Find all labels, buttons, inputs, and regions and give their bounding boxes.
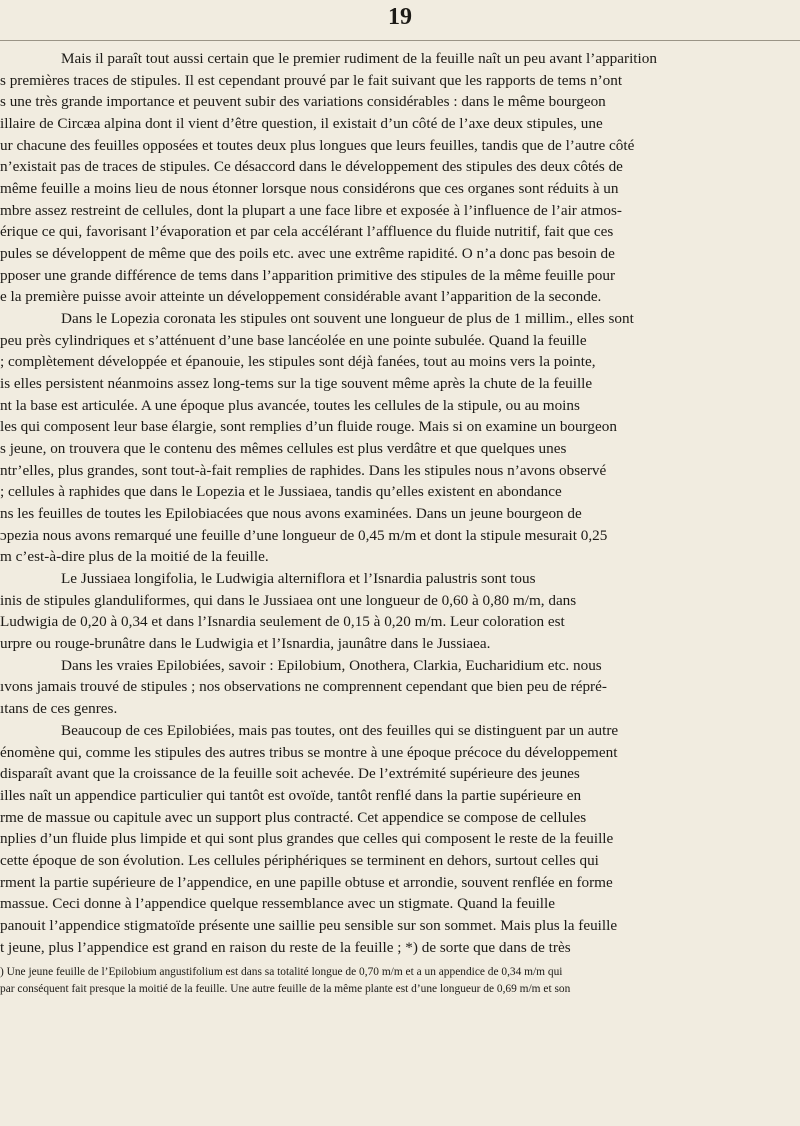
text-line: m c’est-à-dire plus de la moitié de la feuille. — [0, 548, 269, 566]
text-line: mbre assez restreint de cellules, dont la plupart a une face libre et exposée à l’influence de l’air atmos- — [0, 201, 622, 219]
text-line: s jeune, on trouvera que le contenu des mêmes cellules est plus verdâtre et que quelques unes — [0, 440, 567, 458]
page-number: 19 — [388, 4, 412, 30]
text-line: illes naît un appendice particulier qui tantôt est ovoïde, tantôt renflé dans la partie supérieure en — [0, 786, 582, 804]
text-line: panouit l’appendice stigmatoïde présente une saillie peu sensible sur son sommet. Mais plus la feuille — [0, 916, 618, 934]
text-line: ur chacune des feuilles opposées et toutes deux plus longues que leurs feuilles, tandis que de l’autre côté — [0, 136, 635, 154]
text-line: cette époque de son évolution. Les cellules périphériques se terminent en dehors, surtout celles qui — [0, 851, 599, 869]
text-line: peu près cylindriques et s’atténuent d’une base lancéolée en une pointe subulée. Quand la feuille — [0, 331, 587, 349]
text-line: ; complètement développée et épanouie, les stipules sont déjà fanées, tout au moins vers la pointe, — [0, 353, 596, 371]
text-line: disparaît avant que la croissance de la feuille soit achevée. De l’extrémité supérieure des jeunes — [0, 765, 580, 783]
text-line: urpre ou rouge-brunâtre dans le Ludwigia et l’Isnardia, jaunâtre dans le Jussiaea. — [0, 635, 491, 653]
text-line: s premières traces de stipules. Il est cependant prouvé par le fait suivant que les rapports de tems n’ont — [0, 71, 623, 89]
header-rule — [0, 40, 800, 41]
text-line: ıvons jamais trouvé de stipules ; nos observations ne comprennent cependant que bien peu de répré- — [0, 678, 607, 696]
text-line: ɔpezia nous avons remarqué une feuille d’une longueur de 0,45 m/m et dont la stipule mesurait 0,25 — [0, 526, 608, 544]
text-line: e la première puisse avoir atteinte un développement considérable avant l’apparition de la seconde. — [0, 288, 602, 306]
text-line: ns les feuilles de toutes les Epilobiacées que nous avons examinées. Dans un jeune bourgeon de — [0, 505, 582, 523]
text-line: ; cellules à raphides que dans le Lopezia et le Jussiaea, tandis qu’elles existent en abondance — [0, 483, 562, 501]
text-line: inis de stipules glanduliformes, qui dans le Jussiaea ont une longueur de 0,60 à 0,80 m/m, dans — [0, 591, 577, 609]
text-line: t jeune, plus l’appendice est grand en raison du reste de la feuille ; *) de sorte que dans de très — [0, 938, 571, 956]
text-line: nt la base est articulée. A une époque plus avancée, toutes les cellules de la stipule, ou au moins — [0, 396, 580, 414]
text-line: rment la partie supérieure de l’appendice, en une papille obtuse et arrondie, souvent renflée en forme — [0, 873, 613, 891]
text-line: illaire de Circæa alpina dont il vient d’être question, il existait d’un côté de l’axe deux stipules, une — [0, 115, 603, 133]
text-line: s une très grande importance et peuvent subir des variations considérables : dans le même bourgeon — [0, 93, 606, 111]
footnote-line: par conséquent fait presque la moitié de la feuille. Une autre feuille de la même plante est d’une longueur de 0,69 m/m et son — [0, 983, 571, 996]
text-line: même feuille a moins lieu de nous étonner lorsque nous considérons que ces organes sont réduits à un — [0, 180, 619, 198]
text-line: n’existait pas de traces de stipules. Ce désaccord dans le développement des stipules des deux côtés de — [0, 158, 623, 176]
text-line: Le Jussiaea longifolia, le Ludwigia alterniflora et l’Isnardia palustris sont tous — [61, 570, 536, 588]
text-line: is elles persistent néanmoins assez long-tems sur la tige souvent même après la chute de la feuille — [0, 375, 593, 393]
text-line: érique ce qui, favorisant l’évaporation et par cela accélérant l’affluence du fluide nutritif, fait que ces — [0, 223, 614, 241]
text-line: Dans le Lopezia coronata les stipules ont souvent une longueur de plus de 1 millim., elles sont — [61, 310, 634, 328]
text-line: énomène qui, comme les stipules des autres tribus se montre à une époque précoce du développement — [0, 743, 618, 761]
footnote-line: ) Une jeune feuille de l’Epilobium angustifolium est dans sa totalité longue de 0,70 m/m et a un appendice de 0,34 m/m qui — [0, 966, 563, 979]
text-line: Ludwigia de 0,20 à 0,34 et dans l’Isnardia seulement de 0,15 à 0,20 m/m. Leur coloration est — [0, 613, 565, 631]
text-line: Beaucoup de ces Epilobiées, mais pas toutes, ont des feuilles qui se distinguent par un autre — [61, 721, 619, 739]
text-line: ıtans de ces genres. — [0, 700, 118, 718]
text-line: les qui composent leur base élargie, sont remplies d’un fluide rouge. Mais si on examine un bourgeon — [0, 418, 617, 436]
text-line: Dans les vraies Epilobiées, savoir : Epilobium, Onothera, Clarkia, Eucharidium etc. nous — [61, 656, 602, 674]
text-line: pules se développent de même que des poils etc. avec une extrême rapidité. O n’a donc pas besoin de — [0, 245, 615, 263]
text-line: Mais il paraît tout aussi certain que le premier rudiment de la feuille naît un peu avant l’apparition — [61, 50, 657, 67]
text-line: nplies d’un fluide plus limpide et qui sont plus grandes que celles qui composent le reste de la feuille — [0, 830, 614, 848]
text-line: massue. Ceci donne à l’appendice quelque ressemblance avec un stigmate. Quand la feuille — [0, 895, 555, 913]
body-text — [0, 48, 796, 1118]
text-line: rme de massue ou capitule avec un support plus contracté. Cet appendice se compose de cellules — [0, 808, 587, 826]
text-line: pposer une grande différence de tems dans l’apparition primitive des stipules de la même feuille pour — [0, 266, 616, 284]
text-line: ntr’elles, plus grandes, sont tout-à-fait remplies de raphides. Dans les stipules nous n’avons observé — [0, 461, 607, 479]
